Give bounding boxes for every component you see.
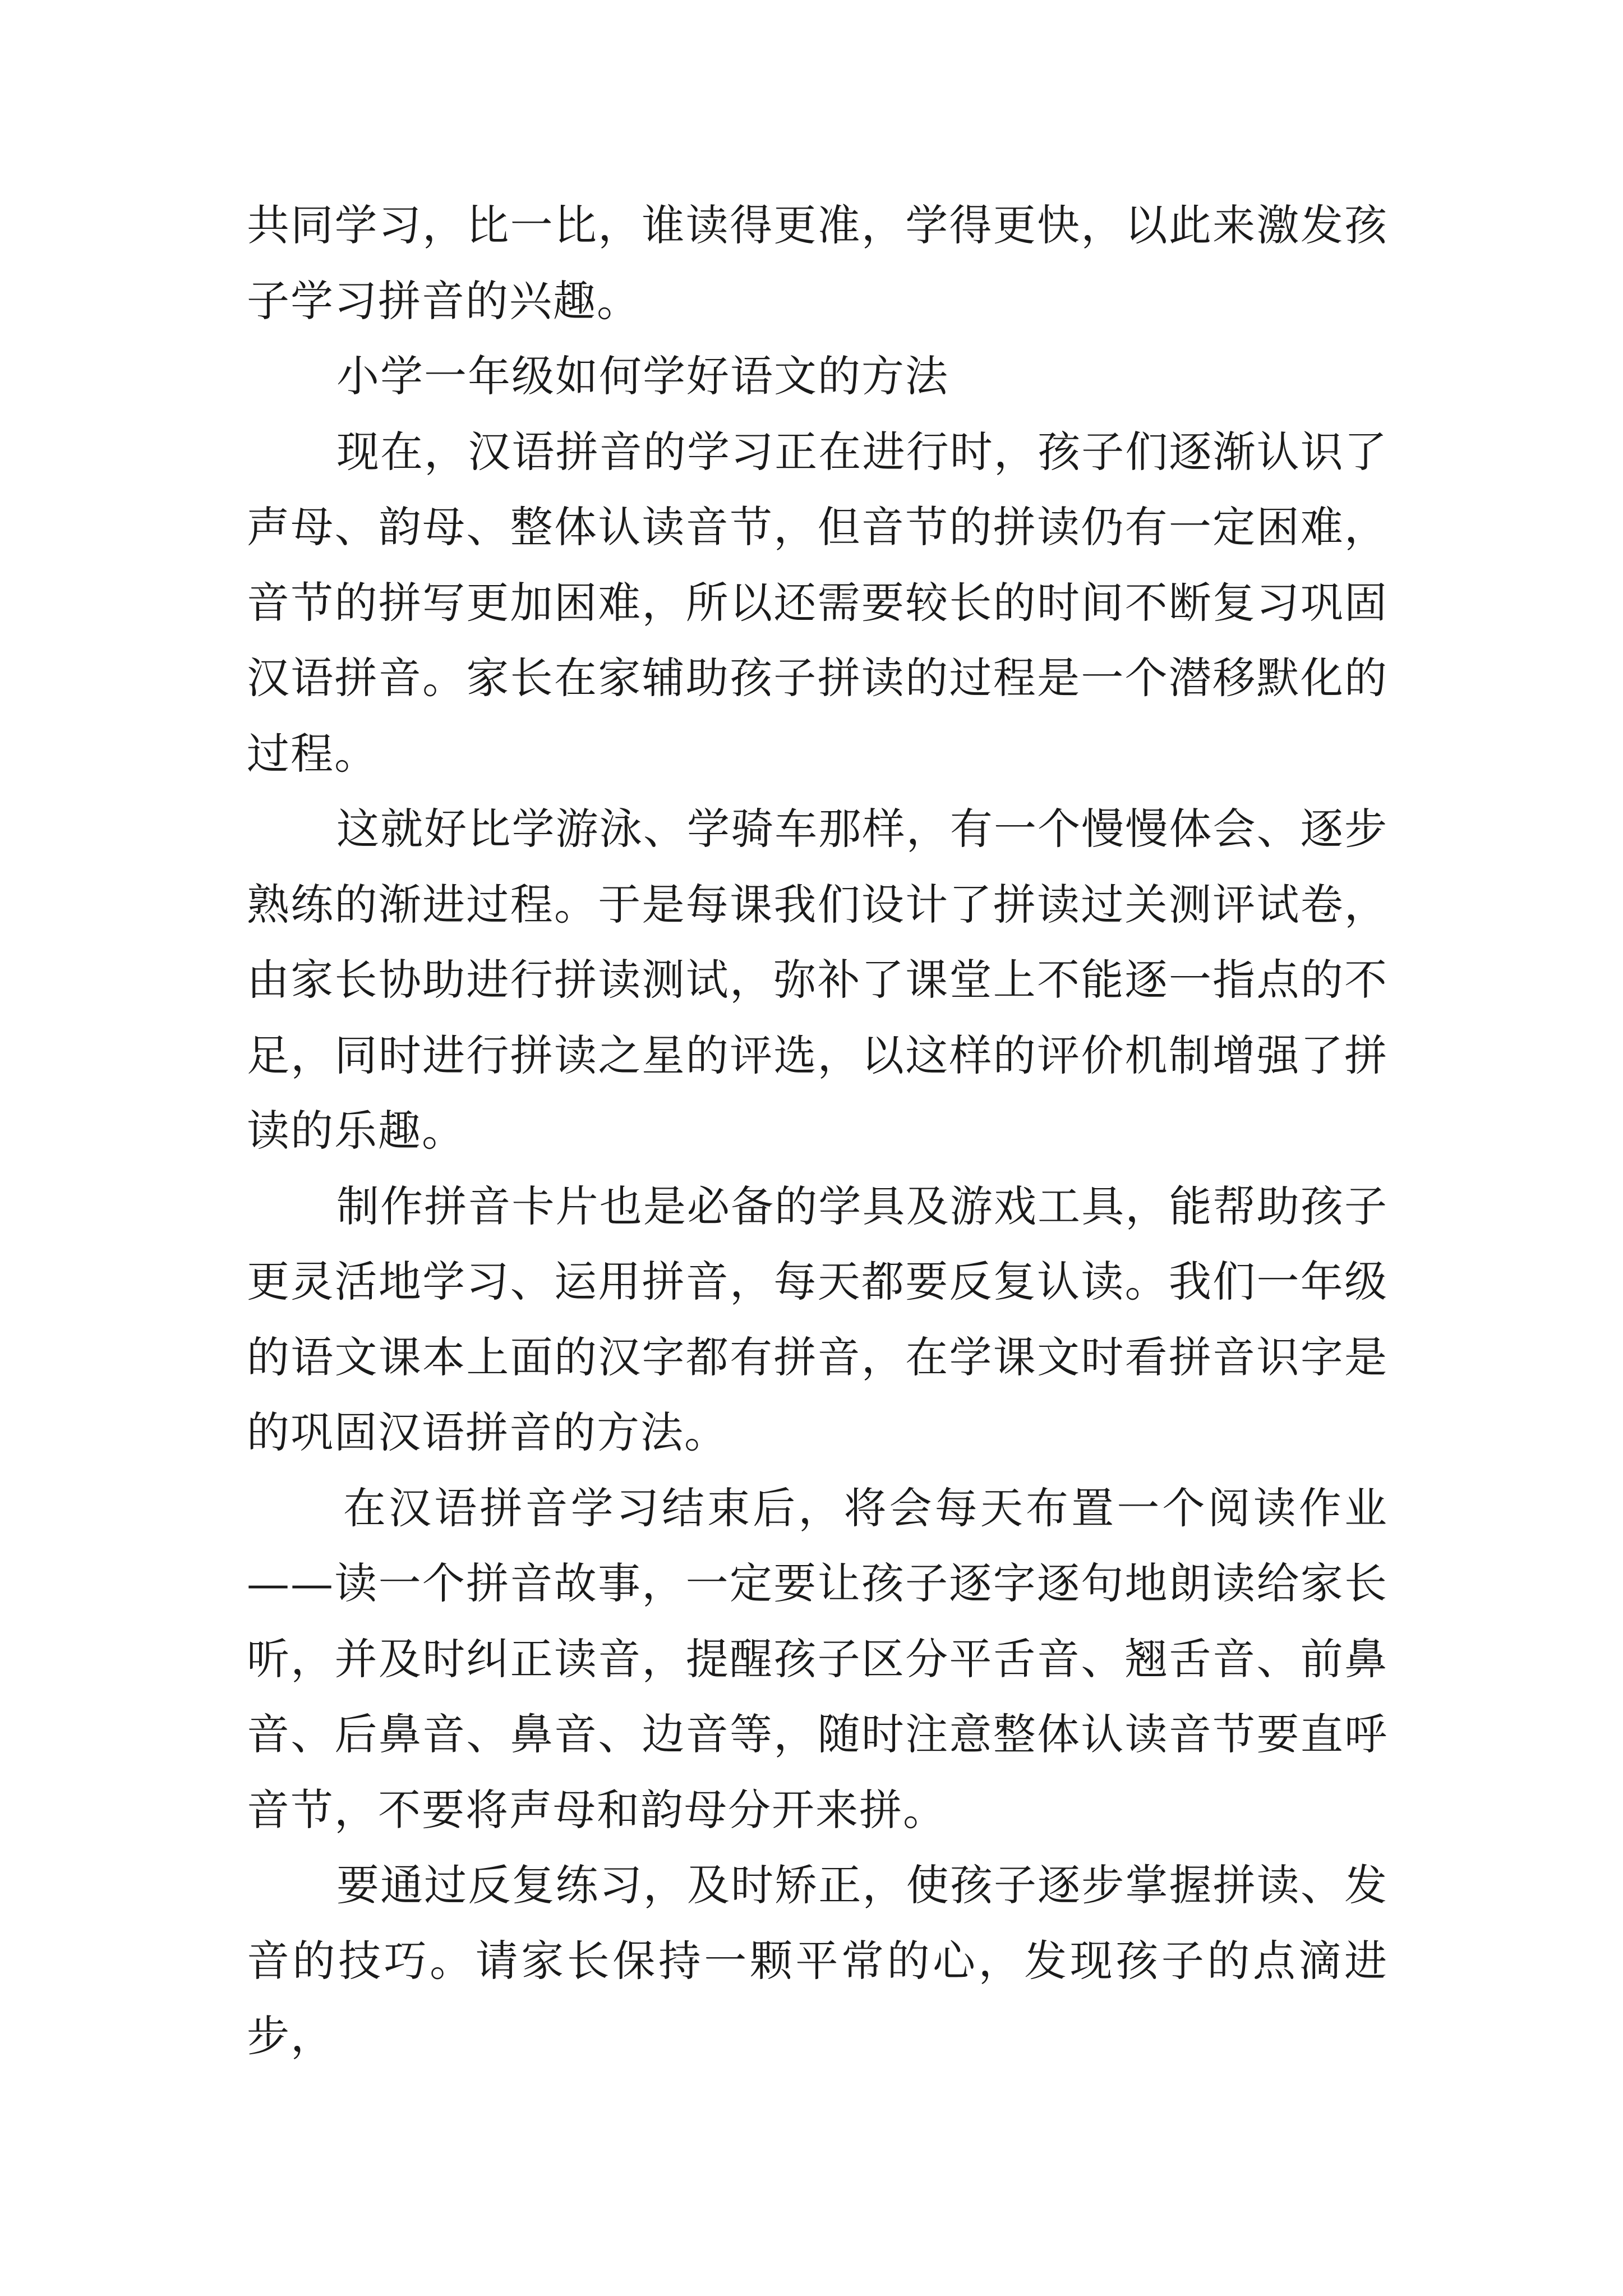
paragraph: 制作拼音卡片也是必备的学具及游戏工具，能帮助孩子更灵活地学习、运用拼音，每天都要反复认读。我们一年级的语文课本上面的汉字都有拼音，在学课文时看拼音识字是的巩固汉语拼音的方法。 — [247, 1181, 1388, 1457]
paragraph: 现在，汉语拼音的学习正在进行时，孩子们逐渐认识了声母、韵母、整体认读音节，但音节的拼读仍有一定困难，音节的拼写更加困难，所以还需要较长的时间不断复习巩固汉语拼音。家长在家辅助孩子拼读的过程是一个潜移默化的过程。 — [247, 426, 1388, 779]
body-text — [247, 188, 1388, 2074]
paragraph: 要通过反复练习，及时矫正，使孩子逐步掌握拼读、发音的技巧。请家长保持一颗平常的心，发现孩子的点滴进步， — [247, 1860, 1388, 2061]
paragraph-continuation: 共同学习，比一比，谁读得更准，学得更快，以此来激发孩子学习拼音的兴趣。 — [247, 200, 1388, 326]
paragraph: 在汉语拼音学习结束后，将会每天布置一个阅读作业——读一个拼音故事，一定要让孩子逐字逐句地朗读给家长听，并及时纠正读音，提醒孩子区分平舌音、翘舌音、前鼻音、后鼻音、鼻音、边音等，随时注意整体认读音节要直呼音节，不要将声母和韵母分开来拼。 — [247, 1483, 1388, 1835]
paragraph: 这就好比学游泳、学骑车那样，有一个慢慢体会、逐步熟练的渐进过程。于是每课我们设计了拼读过关测评试卷，由家长协助进行拼读测试，弥补了课堂上不能逐一指点的不足，同时进行拼读之星的评选，以这样的评价机制增强了拼读的乐趣。 — [247, 804, 1388, 1156]
section-heading: 小学一年级如何学好语文的方法 — [336, 351, 949, 401]
